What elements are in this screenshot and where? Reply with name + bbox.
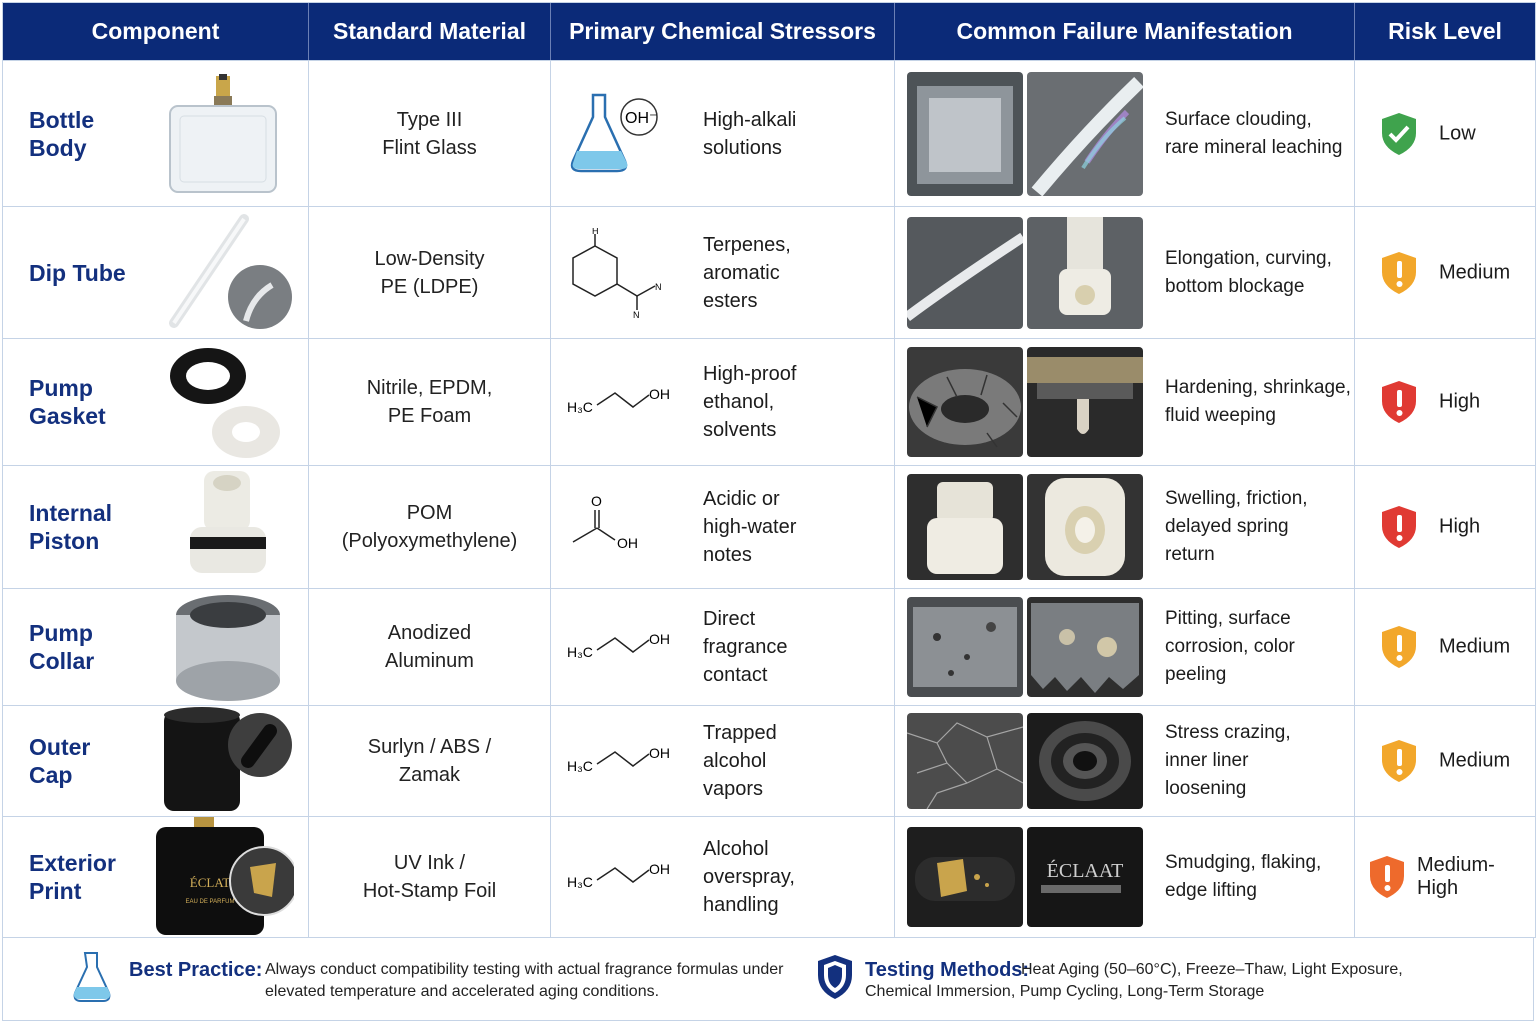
failure-text: Stress crazing, inner liner loosening — [1165, 722, 1291, 799]
cracked-gasket-photo — [907, 347, 1023, 457]
crazed-surface-photo — [907, 713, 1023, 809]
testing-methods-text-2: Chemical Immersion, Pump Cycling, Long-Term Storage — [865, 983, 1265, 1000]
header-component: Component — [3, 3, 309, 60]
risk-label: High — [1439, 515, 1481, 538]
svg-text:H₃C: H₃C — [567, 758, 593, 774]
stressor-text: Terpenes, aromatic esters — [703, 233, 791, 312]
flask-icon — [71, 951, 113, 1003]
table-row — [3, 338, 1535, 465]
acetic-acid-structure-icon — [565, 482, 685, 572]
shield-alert-icon — [1379, 379, 1419, 425]
table-header — [3, 3, 1535, 60]
cap-liner-photo — [1027, 713, 1143, 809]
svg-text:ÉCLAT: ÉCLAT — [189, 875, 231, 890]
svg-text:OH: OH — [649, 386, 670, 402]
component-name: Pump Gasket — [29, 375, 106, 429]
stressor-text: Trapped alcohol vapors — [703, 722, 777, 800]
piston-bore-photo — [1027, 474, 1143, 580]
material: Anodized Aluminum — [309, 589, 551, 705]
svg-text:OH: OH — [649, 745, 670, 761]
swollen-piston-photo — [907, 474, 1023, 580]
svg-text:H₃C: H₃C — [567, 644, 593, 660]
ethanol-structure-icon — [565, 357, 685, 447]
component-name: Exterior Print — [29, 850, 116, 904]
cap-image — [154, 701, 294, 821]
stressor-text: High-proof ethanol, solvents — [703, 363, 797, 441]
failure-text: Swelling, friction, delayed spring return — [1165, 488, 1308, 565]
component-name: Internal Piston — [29, 500, 113, 554]
material: UV Ink / Hot-Stamp Foil — [309, 817, 551, 937]
shield-warning-icon — [1379, 250, 1419, 296]
pitted-collar-photo — [907, 597, 1023, 697]
failure-text: Pitting, surface corrosion, color peeling — [1165, 608, 1295, 685]
risk-label: Low — [1439, 122, 1476, 144]
compatibility-table — [2, 2, 1536, 938]
smudged-print-photo — [1027, 827, 1143, 927]
printed-bottle-image — [154, 817, 294, 937]
shield-warning-icon — [1379, 738, 1419, 784]
table-row — [3, 705, 1535, 816]
stressor-text: High-alkali solutions — [703, 108, 797, 159]
dip-tube-image — [154, 213, 294, 333]
material: POM (Polyoxymethylene) — [309, 466, 551, 588]
material: Low-Density PE (LDPE) — [309, 207, 551, 338]
curved-tube-photo — [907, 217, 1023, 329]
svg-text:N: N — [633, 309, 640, 318]
failure-text: Hardening, shrinkage, fluid weeping — [1165, 377, 1351, 426]
header-stressors: Primary Chemical Stressors — [551, 3, 895, 60]
terpene-structure-icon — [565, 228, 685, 318]
svg-text:OH: OH — [649, 631, 670, 647]
material: Nitrile, EPDM, PE Foam — [309, 339, 551, 465]
best-practice-text: Always conduct compatibility testing with actual fragrance formulas under elevated temperature and accelerated aging conditions. — [265, 961, 784, 1000]
footer-notes — [2, 937, 1534, 1021]
table-row — [3, 206, 1535, 338]
shield-icon — [815, 953, 855, 1001]
flask-icon — [565, 89, 685, 179]
testing-methods-label: Testing Methods: — [865, 959, 1030, 981]
svg-text:OH⁻: OH⁻ — [625, 109, 658, 127]
stressor-text: Direct fragrance contact — [703, 608, 788, 686]
corroded-collar-photo — [1027, 597, 1143, 697]
risk-label: High — [1439, 390, 1481, 413]
svg-text:ÉCLAAT: ÉCLAAT — [1046, 860, 1124, 882]
risk-label: Medium — [1439, 749, 1511, 772]
component-name: Dip Tube — [29, 259, 126, 286]
header-risk: Risk Level — [1388, 18, 1502, 44]
material: Type III Flint Glass — [309, 61, 551, 206]
gasket-image — [154, 342, 294, 462]
stressor-text: Acidic or high-water notes — [703, 488, 797, 566]
svg-text:EAU DE PARFUM: EAU DE PARFUM — [185, 899, 235, 905]
failure-text: Smudging, flaking, edge lifting — [1165, 852, 1322, 901]
risk-label: Medium — [1439, 261, 1511, 283]
table-row — [3, 588, 1535, 705]
ethanol-structure-icon — [565, 716, 685, 806]
svg-text:O: O — [591, 493, 602, 509]
material: Surlyn / ABS / Zamak — [309, 706, 551, 816]
component-name: Bottle Body — [29, 106, 95, 161]
ethanol-structure-icon — [565, 832, 685, 922]
collar-image — [154, 587, 294, 707]
ethanol-structure-icon — [565, 602, 685, 692]
clouded-glass-photo — [907, 72, 1023, 196]
blocked-tube-photo — [1027, 217, 1143, 329]
svg-text:H₃C: H₃C — [567, 399, 593, 415]
table-row — [3, 465, 1535, 588]
failure-text: Elongation, curving, bottom blockage — [1165, 247, 1332, 297]
header-material: Standard Material — [309, 3, 551, 60]
weeping-pump-photo — [1027, 347, 1143, 457]
shield-warning-icon — [1379, 624, 1419, 670]
glass-leaching-photo — [1027, 72, 1143, 196]
header-failure: Common Failure Manifestation — [895, 3, 1355, 60]
component-name: Outer Cap — [29, 734, 91, 788]
stressor-text: Alcohol overspray, handling — [703, 838, 795, 916]
svg-text:H: H — [592, 227, 599, 236]
testing-methods-text-1: Heat Aging (50–60°C), Freeze–Thaw, Light Exposure, — [1021, 961, 1403, 978]
table-row — [3, 60, 1535, 206]
svg-text:N: N — [655, 281, 662, 292]
risk-label: Medium-High — [1417, 854, 1495, 899]
shield-warning-icon — [1367, 854, 1407, 900]
table-row — [3, 816, 1535, 937]
flaking-foil-photo — [907, 827, 1023, 927]
svg-text:H₃C: H₃C — [567, 874, 593, 890]
piston-image — [154, 467, 294, 587]
svg-text:OH: OH — [649, 861, 670, 877]
shield-check-icon — [1379, 111, 1419, 157]
glass-bottle-image — [154, 74, 294, 194]
best-practice-label: Best Practice: — [129, 959, 263, 981]
shield-alert-icon — [1379, 504, 1419, 550]
svg-text:OH: OH — [617, 535, 638, 551]
failure-text: Surface clouding, rare mineral leaching — [1165, 108, 1343, 158]
risk-label: Medium — [1439, 635, 1511, 658]
component-name: Pump Collar — [29, 620, 95, 674]
